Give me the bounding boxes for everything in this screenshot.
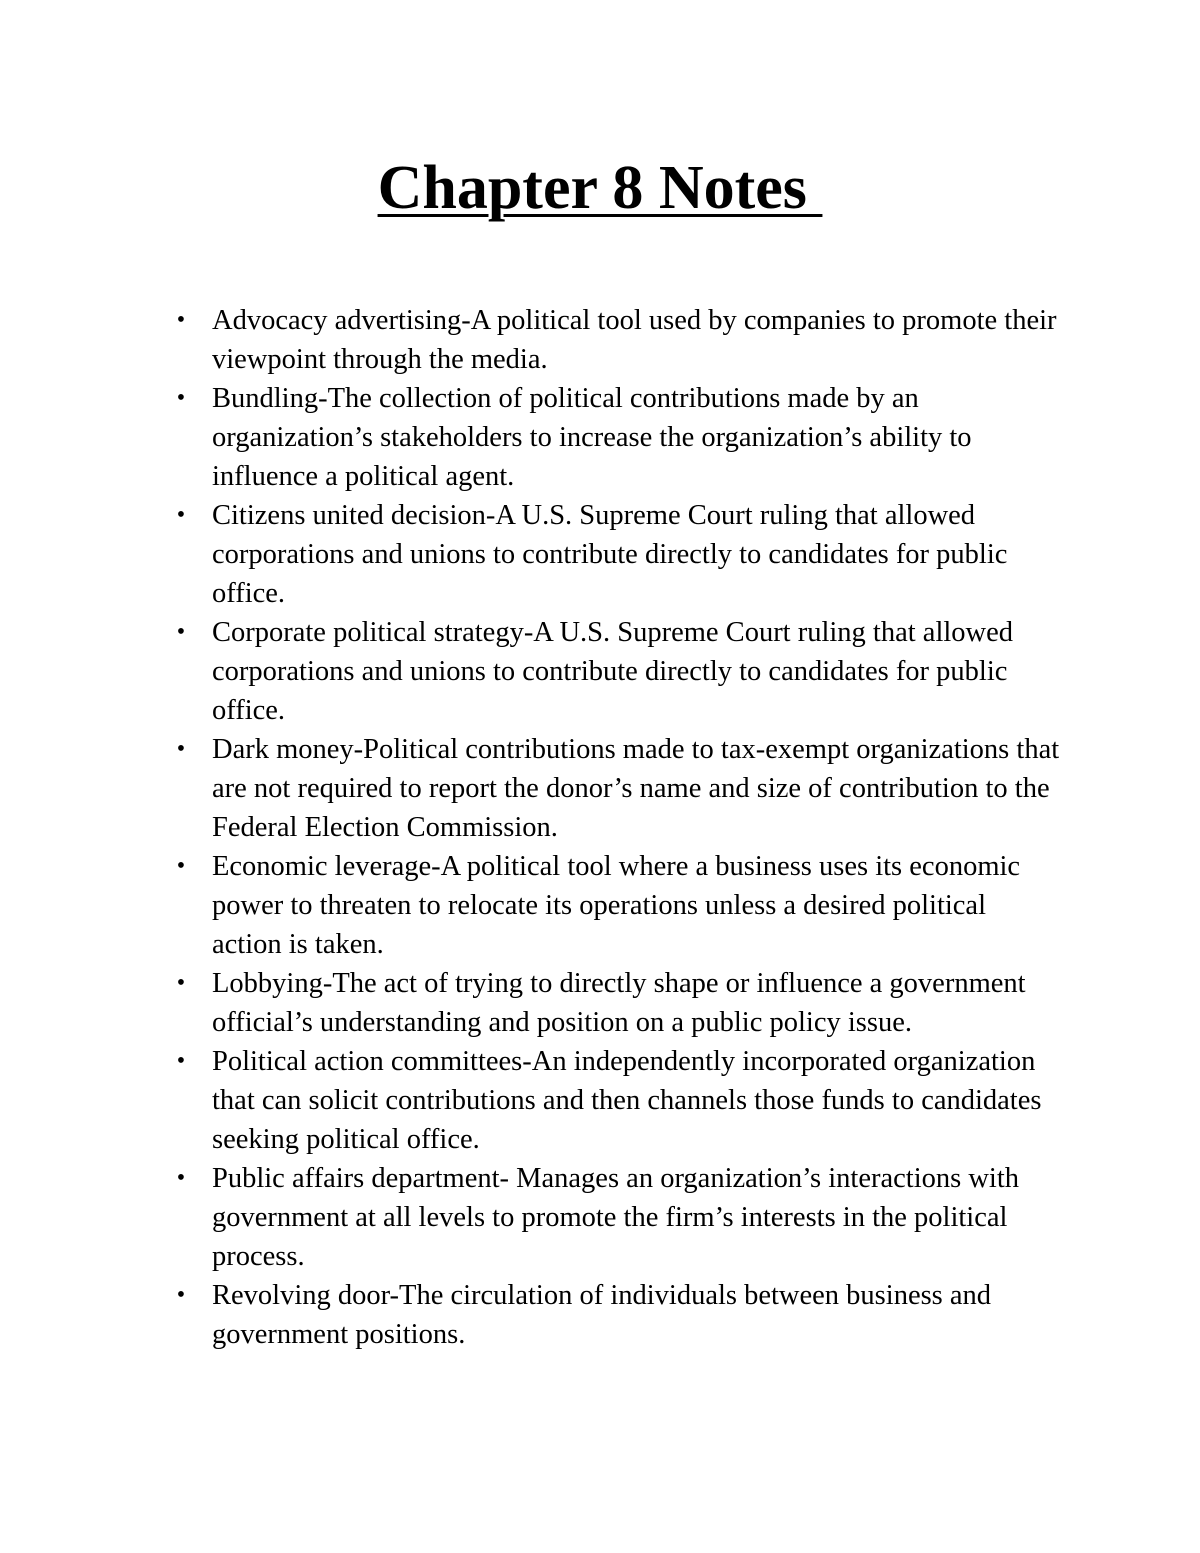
- bullet-icon: •: [176, 970, 186, 996]
- bullet-icon: •: [176, 1048, 186, 1074]
- note-text: Political action committees-An independently incorporated organization that can solicit contributions and then channels those funds to candidates seeking political office.: [212, 1046, 1042, 1155]
- page-title-text: Chapter 8 Notes: [377, 154, 823, 222]
- page-title: [0, 148, 1200, 228]
- list-item: [176, 964, 1062, 1042]
- note-text: Revolving door-The circulation of individuals between business and government positions.: [212, 1280, 992, 1350]
- note-text: Dark money-Political contributions made to tax-exempt organizations that are not required to report the donor’s name and size of contribution to the Federal Election Commission.: [212, 734, 1060, 843]
- note-text: Economic leverage-A political tool where a business uses its economic power to threaten to relocate its operations unless a desired political action is taken.: [212, 851, 1021, 960]
- list-item: [176, 1042, 1062, 1159]
- note-text: Bundling-The collection of political contributions made by an organization’s stakeholders to increase the organization’s ability to influence a political agent.: [212, 383, 972, 492]
- notes-list: [176, 301, 1062, 1354]
- bullet-icon: •: [176, 736, 186, 762]
- note-text: Public affairs department- Manages an organization’s interactions with government at all levels to promote the firm’s interests in the political process.: [212, 1163, 1020, 1272]
- bullet-icon: •: [176, 502, 186, 528]
- bullet-icon: •: [176, 619, 186, 645]
- list-item: [176, 730, 1062, 847]
- note-text: Citizens united decision-A U.S. Supreme Court ruling that allowed corporations and unions to contribute directly to candidates for public office.: [212, 500, 1008, 609]
- list-item: [176, 847, 1062, 964]
- note-text: Lobbying-The act of trying to directly shape or influence a government official’s understanding and position on a public policy issue.: [212, 968, 1026, 1038]
- list-item: [176, 613, 1062, 730]
- list-item: [176, 496, 1062, 613]
- list-item: [176, 1276, 1062, 1354]
- list-item: [176, 1159, 1062, 1276]
- bullet-icon: •: [176, 1165, 186, 1191]
- bullet-icon: •: [176, 307, 186, 333]
- bullet-icon: •: [176, 1282, 186, 1308]
- list-item: [176, 379, 1062, 496]
- note-text: Corporate political strategy-A U.S. Supreme Court ruling that allowed corporations and unions to contribute directly to candidates for public office.: [212, 617, 1014, 726]
- bullet-icon: •: [176, 385, 186, 411]
- note-text: Advocacy advertising-A political tool used by companies to promote their viewpoint through the media.: [212, 305, 1057, 375]
- bullet-icon: •: [176, 853, 186, 879]
- list-item: [176, 301, 1062, 379]
